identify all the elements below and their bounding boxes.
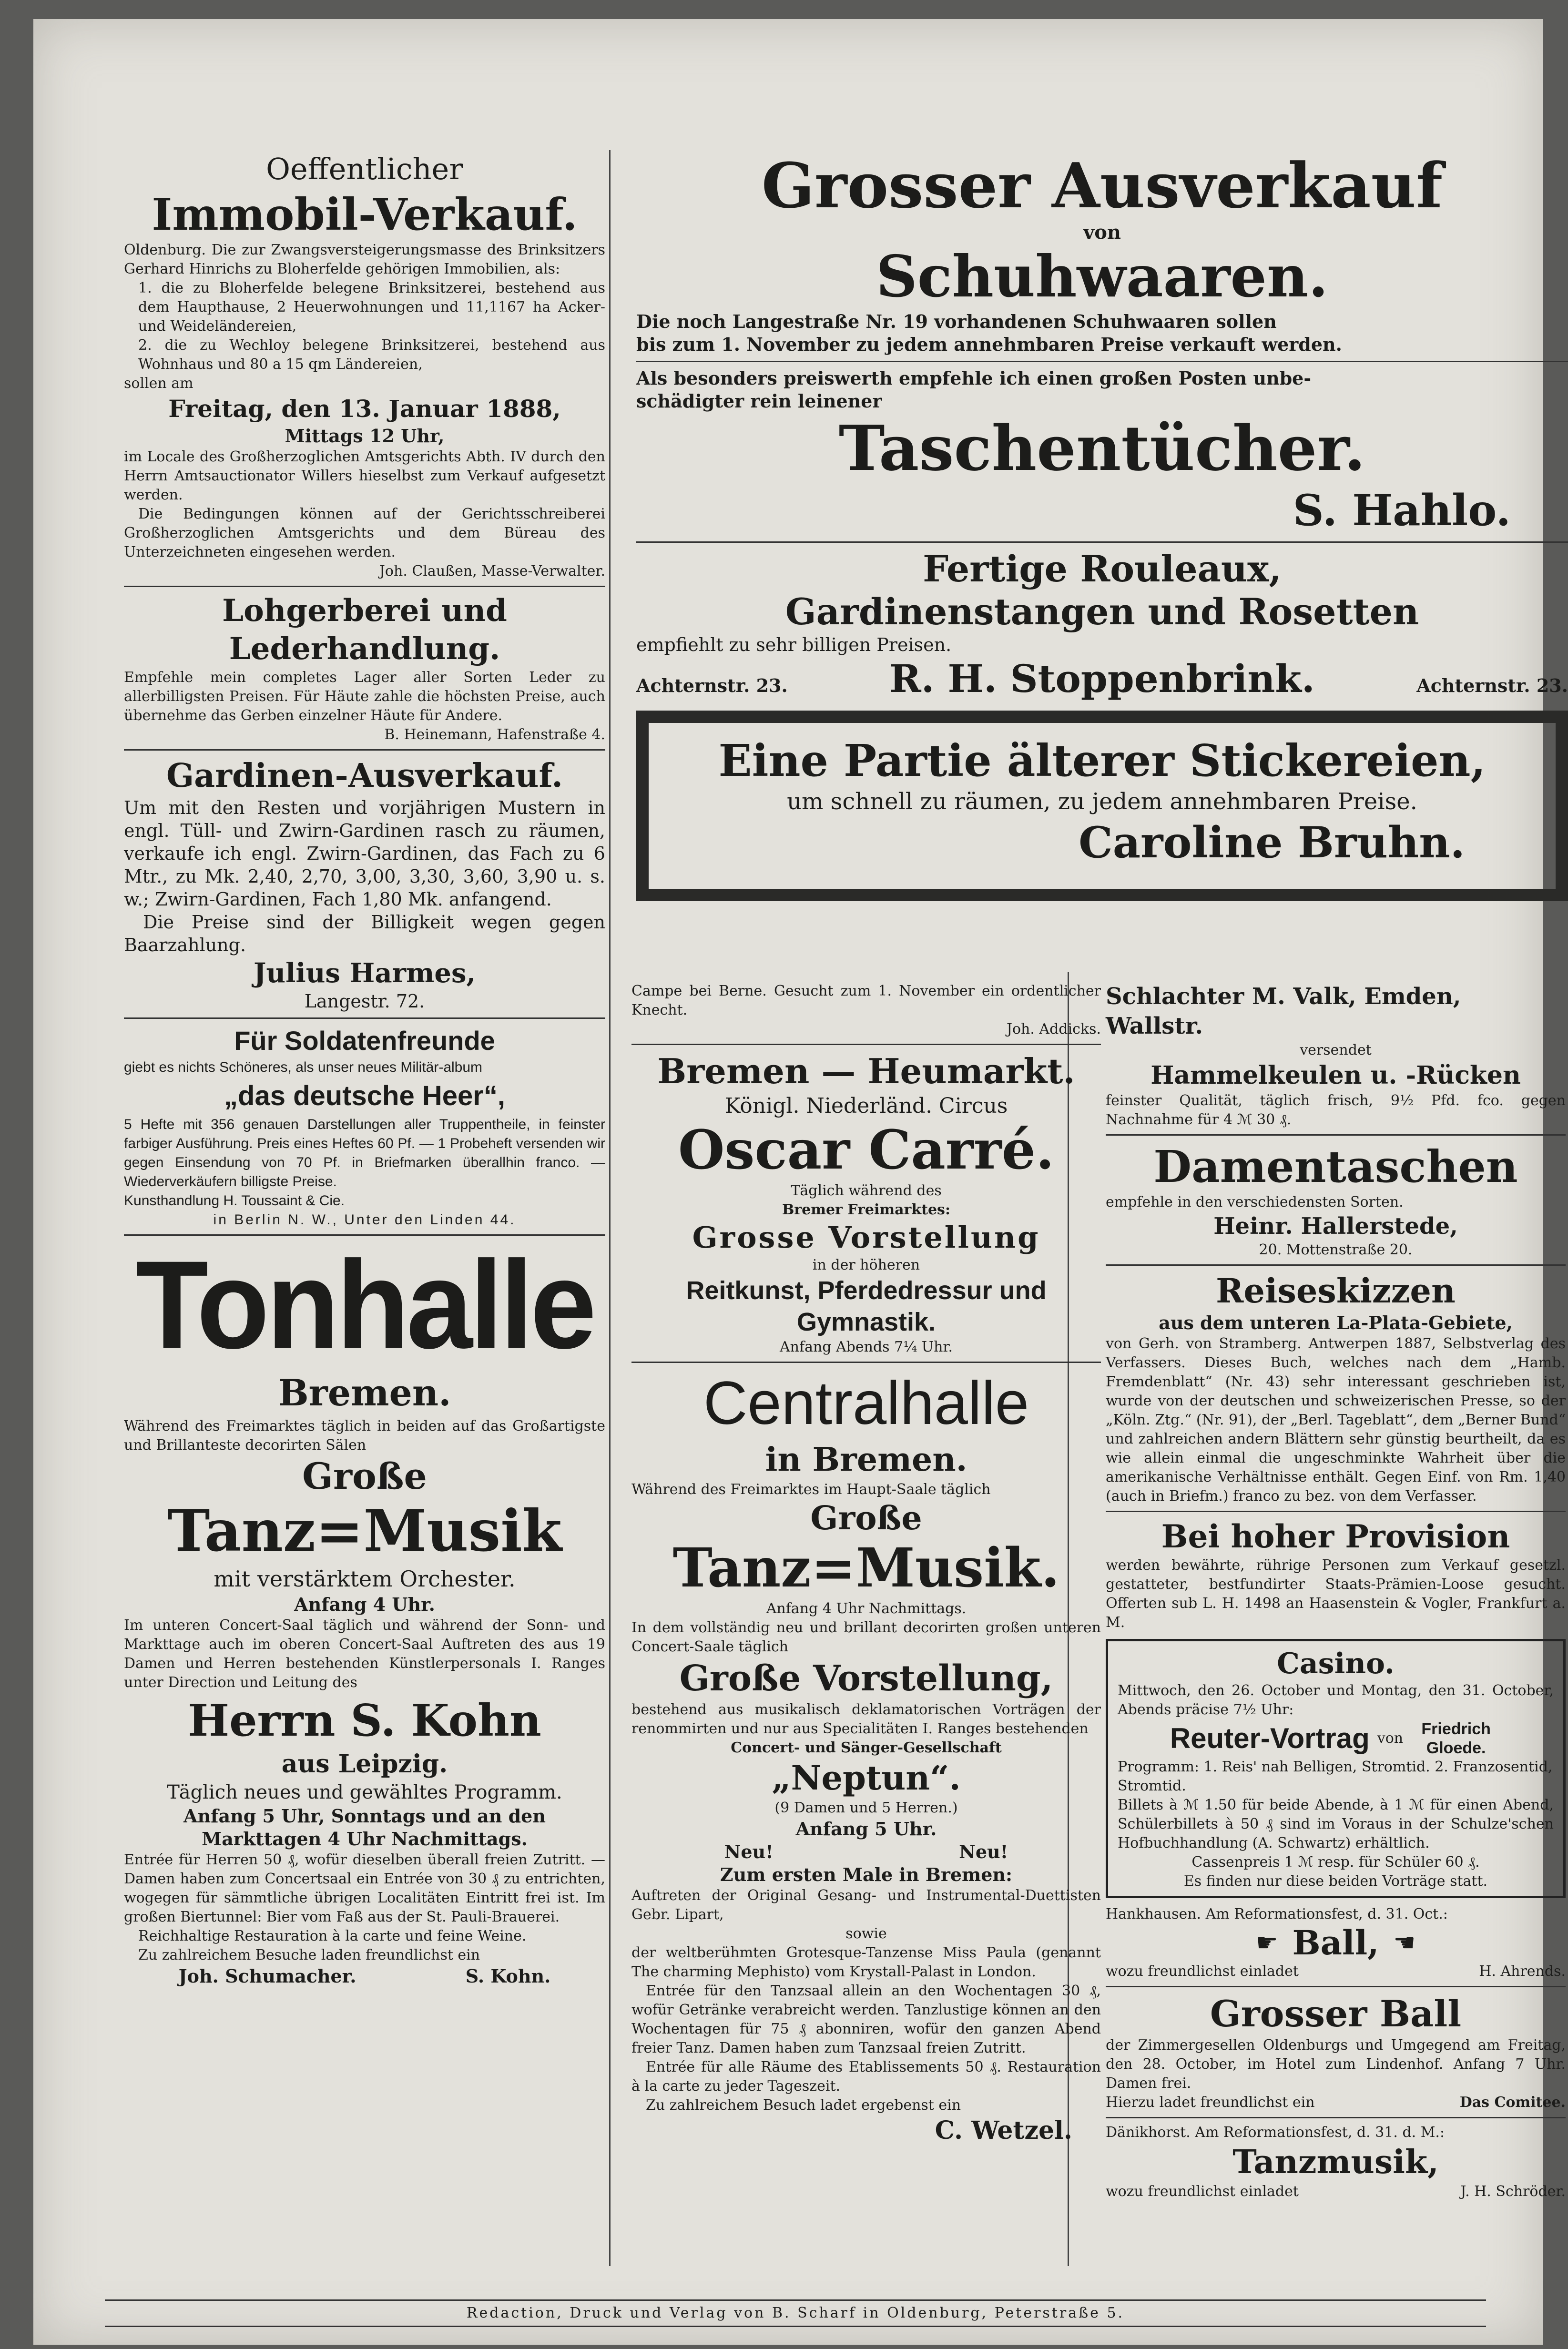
ad-body: Cassenpreis 1 ℳ resp. für Schüler 60 ₰.	[1191, 1854, 1480, 1871]
ad-city: Bremen.	[278, 1372, 451, 1414]
ad-body: Die Bedingungen können auf der Gerichtsschreiberei Großherzoglichen Amtsgerichts und dem Büreau des Unterzeichneten eingesehen werden.	[124, 506, 605, 560]
ad-title: Schlachter M. Valk, Emden, Wallstr.	[1106, 983, 1461, 1039]
right-column	[1106, 982, 1566, 2201]
ad-reuter-row	[1118, 1719, 1554, 1758]
divider	[631, 1362, 1101, 1363]
ad-body: In dem vollständig neu und brillant decorirten großen unteren Concert-Saale täglich	[631, 1619, 1101, 1655]
ad-tanzmusik: Tanz=Musik.	[672, 1537, 1060, 1599]
ad-title: Bremen — Heumarkt.	[657, 1051, 1075, 1091]
ad-body: Concert- und Sänger-Gesellschaft	[731, 1739, 1002, 1756]
ad-body: Empfehle mein completes Lager aller Sorten Leder zu allerbilligsten Preisen. Für Häute zahle die höchsten Preise, auch übernehme das Gerben einzelner Häute für Andere.	[124, 669, 605, 724]
ad-reitkunst: Reitkunst, Pferdedressur und Gymnastik.	[686, 1276, 1047, 1336]
ad-signature: S. Hahlo.	[1293, 485, 1511, 536]
ad-body: der weltberühmten Grotesque-Tanzense Miss Paula (genannt The charming Mephisto) vom Krystall-Palast in London.	[631, 1944, 1101, 1980]
ad-subtitle: aus dem unteren La-Plata-Gebiete,	[1159, 1312, 1513, 1333]
ad-signature: Julius Harmes,	[253, 957, 476, 989]
ad-body: wozu freundlichst einladet	[1106, 2183, 1299, 2200]
ad-signature: S. Kohn.	[465, 1965, 551, 1987]
ad-title: Casino.	[1277, 1647, 1395, 1680]
ausverkauf-ad	[636, 150, 1568, 537]
newspaper-page	[33, 19, 1568, 2345]
ad-body: Täglich während des	[791, 1182, 942, 1199]
ad-body: bestehend aus musikalisch deklamatorischen Vorträgen der renommirten und nur aus Specialitäten I. Ranges bestehenden	[631, 1701, 1101, 1737]
ad-signatures	[124, 1965, 605, 1988]
ad-title: Lohgerberei und Lederhandlung.	[222, 593, 507, 667]
ad-gloede: Friedrich Gloede.	[1421, 1720, 1491, 1757]
ad-body: feinster Qualität, täglich frisch, 9½ Pfd. fco. gegen Nachnahme für 4 ℳ 30 ₰.	[1106, 1092, 1566, 1128]
ad-body: giebt es nichts Schöneres, als unser neues Militär-album	[124, 1059, 483, 1075]
ad-neu: Neu!	[724, 1841, 774, 1862]
middle-column	[631, 982, 1101, 2146]
ad-album: „das deutsche Heer“,	[224, 1080, 505, 1111]
ad-taschentuecher: Taschentücher.	[838, 412, 1366, 485]
imprint: Redaction, Druck und Verlag von B. Scharf in Oldenburg, Peterstraße 5.	[466, 2305, 1125, 2321]
ad-body: Oldenburg. Die zur Zwangsversteigerungsmasse des Brinksitzers Gerhard Hinrichs zu Bloherfelde gehörigen Immobilien, als:	[124, 242, 605, 277]
centralhalle-ad	[631, 1368, 1101, 2146]
gardinen-ad	[124, 755, 605, 1013]
ad-title: Tanzmusik,	[1232, 2143, 1439, 2181]
casino-ad	[1106, 1639, 1566, 1898]
ad-signature: H. Ahrends.	[1479, 1963, 1566, 1980]
divider	[1106, 1511, 1566, 1512]
immobil-ad	[124, 150, 605, 581]
ad-title: Centralhalle	[703, 1369, 1029, 1437]
left-column	[124, 150, 605, 1988]
circus-ad	[631, 1050, 1101, 1357]
ad-footer-row	[1106, 2182, 1566, 2201]
ad-signature: Joh. Addicks.	[1006, 1021, 1101, 1037]
ad-title: Gardinen-Ausverkauf.	[166, 757, 563, 795]
ad-title: Reiseskizzen	[1216, 1271, 1456, 1311]
ad-body: in der höheren	[812, 1257, 920, 1273]
ad-reuter: Reuter-Vortrag	[1170, 1722, 1370, 1754]
ad-body: Während des Freimarktes täglich in beiden auf das Großartigste und Brillanteste decorirten Sälen	[124, 1418, 605, 1454]
ad-title: Eine Partie älterer Stickereien,	[718, 735, 1486, 786]
ad-orchester: mit verstärktem Orchester.	[214, 1566, 516, 1592]
ad-title: Grosser Ball	[1210, 1993, 1462, 2035]
lohgerberei-ad	[124, 592, 605, 744]
rouleaux-ad	[636, 548, 1568, 701]
ad-body: empfiehlt zu sehr billigen Preisen.	[636, 634, 952, 655]
ad-grosse: Große	[810, 1499, 922, 1537]
ad-tanzmusik: Tanz=Musik	[167, 1497, 562, 1565]
divider	[124, 749, 605, 751]
ad-signature: C. Wetzel.	[935, 2116, 1072, 2145]
ad-title: Fertige Rouleaux,	[923, 548, 1282, 590]
ad-body: sollen am	[124, 375, 193, 392]
divider	[124, 1017, 605, 1019]
pointing-hand-icon: ☚	[1393, 1929, 1416, 1957]
ad-signature: Caroline Bruhn.	[1079, 817, 1465, 868]
ad-footer-row	[636, 656, 1568, 701]
ad-signature: Joh. Claußen, Masse-Verwalter.	[379, 563, 605, 580]
ad-time: Mittags 12 Uhr,	[285, 425, 445, 447]
ad-time: Anfang 4 Uhr.	[294, 1594, 435, 1615]
ad-body: Bremer Freimarktes:	[782, 1201, 951, 1218]
ad-body: versendet	[1300, 1042, 1372, 1058]
column-rule	[609, 150, 611, 2266]
ad-body: Reichhaltige Restauration à la carte und feine Weine.	[138, 1928, 527, 1944]
ad-address: Achternstr. 23.	[1416, 675, 1568, 696]
soldaten-ad	[124, 1024, 605, 1230]
ad-time: Anfang 5 Uhr.	[795, 1818, 937, 1840]
ad-body: Dänikhorst. Am Reformationsfest, d. 31. d. M.:	[1106, 2124, 1445, 2141]
ad-title: Damentaschen	[1153, 1141, 1518, 1192]
ad-kicker: Oeffentlicher	[266, 152, 463, 186]
ad-title: Für Soldatenfreunde	[234, 1026, 495, 1056]
ad-title: Immobil-Verkauf.	[152, 189, 578, 240]
ad-title: Gardinenstangen und Rosetten	[785, 590, 1419, 633]
ad-herr: Herrn S. Kohn	[188, 1695, 541, 1746]
divider	[1106, 1986, 1566, 1987]
ad-body: schädigter rein leinener	[636, 390, 882, 412]
ad-time: Anfang 4 Uhr Nachmittags.	[766, 1600, 967, 1617]
ad-body: Entrée für den Tanzsaal allein an den Wochentagen 30 ₰, wofür Getränke verabreicht werden. Tanzlustige können an den Wochentagen für 75 ₰ abonniren, wofür den ganzen Abend freier Tanz. Damen haben zum Tanzsaal freien Zutritt.	[631, 1983, 1101, 2056]
ad-neptun: „Neptun“.	[772, 1758, 961, 1798]
imprint-bar	[105, 2299, 1486, 2327]
ad-vorstellung: Große Vorstellung,	[679, 1658, 1053, 1699]
ad-neu-row	[631, 1841, 1101, 1863]
top-right-ads	[636, 150, 1568, 901]
ad-body: um schnell zu räumen, zu jedem annehmbaren Preise.	[787, 788, 1417, 815]
divider	[636, 361, 1568, 362]
ad-address: Langestr. 72.	[304, 991, 425, 1012]
ad-body: Täglich neues und gewähltes Programm.	[167, 1781, 562, 1803]
ad-body: der Zimmergesellen Oldenburgs und Umgegend am Freitag, den 28. October, im Hotel zum Lindenhof. Anfang 7 Uhr. Damen frei.	[1106, 2037, 1566, 2092]
ad-grosse: Große	[302, 1455, 427, 1497]
ad-signature: R. H. Stoppenbrink.	[889, 656, 1315, 701]
ad-title: Grosser Ausverkauf	[761, 149, 1443, 222]
divider	[1106, 1264, 1566, 1266]
ad-signature: Das Comitee.	[1459, 2094, 1566, 2111]
ad-address: in Berlin N. W., Unter den Linden 44.	[213, 1212, 516, 1228]
ad-neu: Neu!	[959, 1841, 1008, 1862]
ad-circus: Königl. Niederländ. Circus	[724, 1094, 1008, 1118]
ad-body: Als besonders preiswerth empfehle ich einen großen Posten unbe-	[636, 367, 1312, 389]
ad-body: Zu zahlreichem Besuche laden freundlichst ein	[138, 1947, 480, 1963]
ad-body: Programm: 1. Reis' nah Belligen, Stromtid. 2. Franzosentid, Stromtid.	[1118, 1759, 1553, 1794]
ad-von: von	[1377, 1730, 1404, 1747]
ad-item: 2. die zu Wechloy belegene Brinksitzerei, bestehend aus Wohnhaus und 80 a 15 qm Ländereien,	[138, 337, 605, 373]
ad-address: 20. Mottenstraße 20.	[1259, 1241, 1413, 1258]
ad-body: Zum ersten Male in Bremen:	[720, 1864, 1013, 1885]
ad-body: bis zum 1. November zu jedem annehmbaren Preise verkauft werden.	[636, 334, 1342, 355]
ad-body: empfehle in den verschiedensten Sorten.	[1106, 1194, 1404, 1210]
ad-signature: Joh. Schumacher.	[178, 1965, 356, 1987]
ad-signature: Heinr. Hallerstede,	[1213, 1213, 1458, 1240]
ad-footer-row	[1106, 2093, 1566, 2112]
ad-ball-row	[1106, 1924, 1566, 1962]
pointing-hand-icon: ☛	[1255, 1929, 1278, 1957]
ad-body: Auftreten der Original Gesang- und Instrumental-Duettisten Gebr. Lipart,	[631, 1887, 1101, 1923]
ad-address: Achternstr. 23.	[636, 675, 788, 696]
ad-von: von	[1083, 221, 1121, 244]
ad-body: Hankhausen. Am Reformationsfest, d. 31. Oct.:	[1106, 1906, 1448, 1922]
ad-body: Hierzu ladet freundlichst ein	[1106, 2094, 1315, 2111]
ad-city: in Bremen.	[765, 1441, 967, 1479]
stickereien-ad	[636, 711, 1568, 901]
ad-schuhwaaren: Schuhwaaren.	[876, 243, 1328, 310]
ad-body: von Gerh. von Stramberg. Antwerpen 1887, Selbstverlag des Verfassers. Dieses Buch, welches nach dem „Hamb. Fremdenblatt“ (Nr. 43) sehr interessant geschrieben ist, wurde von der deutschen und schweizerischen Presse, so der „Köln. Ztg.“ (Nr. 91), der „Berl. Tageblatt“, dem „Berner Bund“ und zahlreichen andern Blättern sehr günstig beurtheilt, da es wie allein einmal die ungeschminkte Wahrheit über die amerikanische Verhältnisse enthält. Gegen Einf. von Rm. 1,40 (auch in Briefm.) franco zu bez. von dem Verfasser.	[1106, 1335, 1566, 1505]
ad-signature: B. Heinemann, Hafenstraße 4.	[384, 726, 605, 743]
ad-title: Tonhalle	[135, 1235, 594, 1374]
ad-body: Campe bei Berne. Gesucht zum 1. November ein ordentlicher Knecht.	[631, 983, 1101, 1018]
ad-body: wozu freundlichst einladet	[1106, 1963, 1299, 1980]
ad-body: im Locale des Großherzoglichen Amtsgerichts Abth. IV durch den Herrn Amtsauctionator Willers hieselbst zum Verkauf aufgesetzt werden.	[124, 448, 605, 503]
tonhalle-ad	[124, 1235, 605, 1988]
ad-body: Zu zahlreichem Besuch ladet ergebenst ein	[646, 2097, 961, 2114]
divider	[631, 1044, 1101, 1045]
ad-body: Entrée für Herren 50 ₰, wofür dieselben überall freien Zutritt. — Damen haben zum Concertsaal ein Entrée von 30 ₰ zu entrichten, wogegen für sämmtliche übrigen Localitäten Eintritt frei ist. Im großen Biertunnel: Bier vom Faß aus der St. Pauli-Brauerei.	[124, 1851, 605, 1925]
ad-carre: Oscar Carré.	[678, 1119, 1055, 1181]
ad-firm: Kunsthandlung H. Toussaint & Cie.	[124, 1193, 345, 1209]
ad-footer-row	[1106, 1962, 1566, 1981]
ad-time: Anfang Abends 7¼ Uhr.	[779, 1339, 953, 1355]
ad-date: Freitag, den 13. Januar 1888,	[168, 395, 561, 423]
ad-signature: J. H. Schröder.	[1460, 2183, 1566, 2200]
ad-vorstellung: Grosse Vorstellung	[692, 1220, 1040, 1255]
ad-body: sowie	[845, 1925, 887, 1942]
ad-body: Billets à ℳ 1.50 für beide Abende, à 1 ℳ für einen Abend, Schülerbillets à 50 ₰ sind im Voraus in der Schulze'schen Hofbuchhandlung (A. Schwartz) erhältlich.	[1118, 1797, 1554, 1851]
divider	[124, 586, 605, 587]
ad-body: Die noch Langestraße Nr. 19 vorhandenen Schuhwaaren sollen	[636, 311, 1277, 332]
ad-body: Im unteren Concert-Saal täglich und während der Sonn- und Markttage auch im oberen Concert-Saal Auftreten des aus 19 Damen und Herren bestehenden Künstlerpersonals I. Ranges unter Direction und Leitung des	[124, 1617, 605, 1691]
divider	[636, 541, 1568, 543]
ad-body: Es finden nur diese beiden Vorträge statt.	[1183, 1873, 1488, 1890]
ad-body: Um mit den Resten und vorjährigen Mustern in engl. Tüll- und Zwirn-Gardinen rasch zu räumen, verkaufe ich engl. Zwirn-Gardinen, das Fach zu 6 Mtr., zu Mk. 2,40, 2,70, 3,00, 3,30, 3,60, 3,90 u. s. w.; Zwirn-Gardinen, Fach 1,80 Mk. anfangend.	[124, 797, 605, 910]
ad-body: Die Preise sind der Billigkeit wegen gegen Baarzahlung.	[124, 912, 605, 956]
ad-body: (9 Damen und 5 Herren.)	[774, 1800, 958, 1816]
ad-body: Während des Freimarktes im Haupt-Saale täglich	[631, 1481, 991, 1498]
ad-body: werden bewährte, rührige Personen zum Verkauf gesetzl. gestatteter, bestfundirter Staats-Prämien-Loose gesucht. Offerten sub L. H. 1498 an Haasenstein & Vogler, Frankfurt a. M.	[1106, 1557, 1566, 1631]
ad-body: Entrée für alle Räume des Etablissements 50 ₰. Restauration à la carte zu jeder Tageszeit.	[631, 2059, 1101, 2095]
ad-item: 1. die zu Bloherfelde belegene Brinksitzerei, bestehend aus dem Haupthause, 2 Heuerwohnungen und 11,1167 ha Acker- und Weideländereien,	[138, 280, 605, 335]
ad-title: Bei hoher Provision	[1161, 1518, 1510, 1555]
ad-title: Ball,	[1292, 1923, 1379, 1963]
ad-time: Anfang 5 Uhr, Sonntags und an den Markttagen 4 Uhr Nachmittags.	[183, 1805, 546, 1850]
ad-title: Hammelkeulen u. -Rücken	[1151, 1061, 1521, 1090]
ad-body: Mittwoch, den 26. October und Montag, den 31. October, Abends präcise 7½ Uhr:	[1118, 1682, 1554, 1718]
ad-body: 5 Hefte mit 356 genauen Darstellungen aller Truppentheile, in feinster farbiger Ausführung. Preis eines Heftes 60 Pf. — 1 Probeheft versenden wir gegen Einsendung von 70 Pf. in Briefmarken überallhin franco. — Wiederverkäufern billigste Preise.	[124, 1117, 605, 1190]
divider	[1106, 2117, 1566, 2118]
ad-city: aus Leipzig.	[281, 1749, 448, 1779]
divider	[1106, 1134, 1566, 1136]
